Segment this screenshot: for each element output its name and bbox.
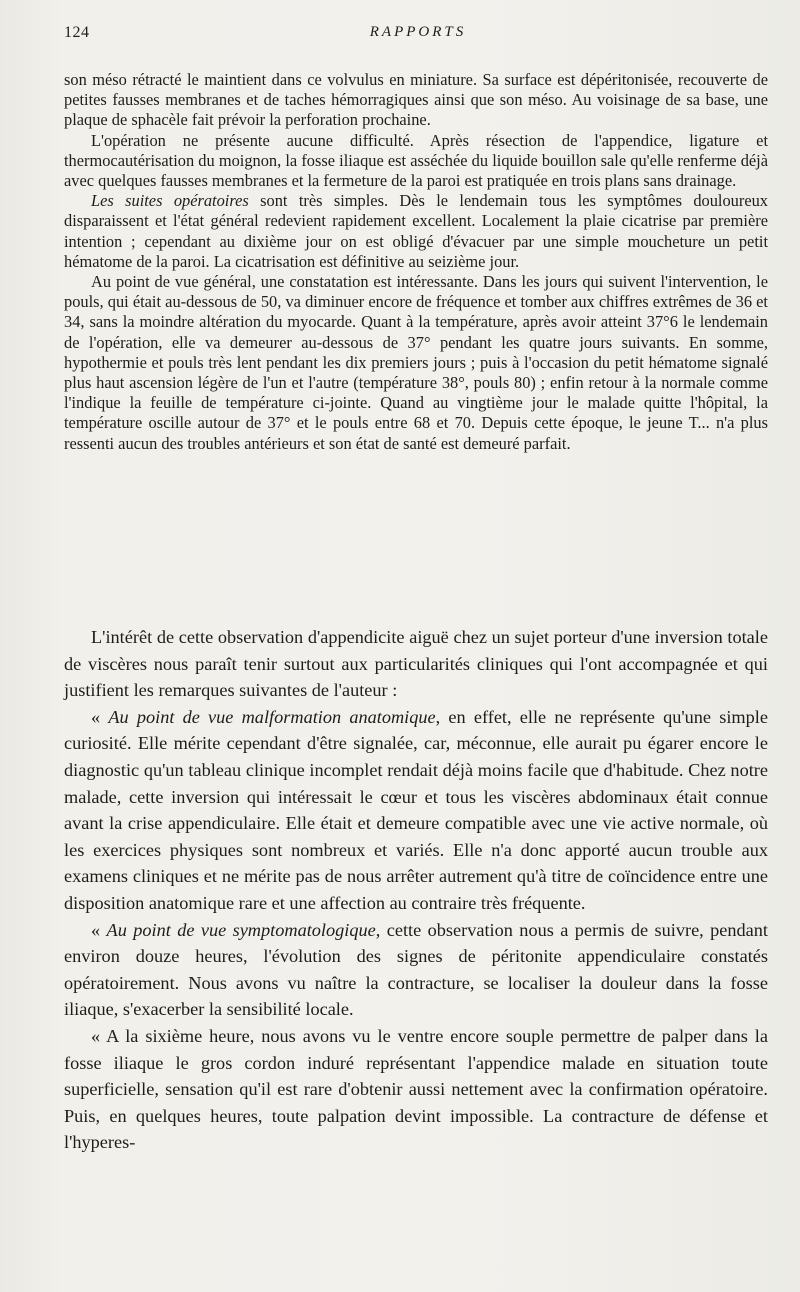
- page-header: [64, 24, 772, 46]
- paragraph: [64, 704, 768, 917]
- quote-mark: «: [91, 706, 109, 727]
- paragraph-text: , cette observation nous a permis de suivre, pendant environ douze heures, l'évolution des signes de péritonite appendiculaire constatés opératoirement. Nous avons vu naître la contracture, se localiser la douleur dans la fosse iliaque, s'exacerber la sensibilité locale.: [64, 919, 769, 1020]
- quote-mark: «: [91, 919, 107, 940]
- paragraph: « A la sixième heure, nous avons vu le ventre encore souple permettre de palper dans la fosse iliaque le gros cordon induré représentant l'appendice malade en situation toute superficielle, sensation qu'il est rare d'obtenir aussi nettement avec la confirmation opératoire. Puis, en quelques heures, toute palpation devint impossible. La contracture de défense et l'hyperes-: [64, 1025, 768, 1153]
- paragraph: L'opération ne présente aucune difficulté. Après résection de l'appendice, ligature et thermocautérisation du moignon, la fosse iliaque est asséchée du liquide bouillon sale qu'elle renferme déjà avec quelques fausses membranes et la fermeture de la paroi est pratiquée en trois plans sans drainage.: [64, 130, 768, 191]
- paragraph: son méso rétracté le maintient dans ce volvulus en miniature. Sa surface est dépéritonisée, recouverte de petites fausses membranes et de taches hémorragiques ainsi que son méso. Au voisinage de sa base, une plaque de sphacèle fait prévoir la perforation prochaine.: [64, 70, 768, 130]
- emphasis-text: Au point de vue malformation anatomique: [108, 706, 436, 727]
- paragraph: [64, 191, 768, 272]
- emphasis-text: Au point de vue symptomatologique: [106, 919, 376, 940]
- paragraph: L'intérêt de cette observation d'appendicite aiguë chez un sujet porteur d'une inversion totale de viscères nous paraît tenir surtout aux particularités cliniques qui l'ont accompagnée et qui justifient les remarques suivantes de l'auteur :: [64, 627, 768, 701]
- paragraph-text: , en effet, elle ne représente qu'une simple curiosité. Elle mérite cependant d'être signalée, car, méconnue, elle aurait pu égarer encore le diagnostic qu'un tableau clinique incomplet rendait déjà moins facile que d'habitude. Chez notre malade, cette inversion qui intéressait le cœur et tous les viscères abdominaux était connue avant la crise appendiculaire. Elle était et demeure compatible avec une vie active normale, où les exercices physiques sont nombreux et variés. Elle n'a donc apporté aucun trouble aux examens cliniques et ne mérite pas de nous arrêter autrement qu'à titre de coïncidence entre une disposition anatomique rare et une affection au contraire très fréquente.: [64, 706, 768, 913]
- observation-text: [64, 70, 768, 454]
- paragraph: Au point de vue général, une constatation est intéressante. Dans les jours qui suivent l'intervention, le pouls, qui était au-dessous de 50, va diminuer encore de fréquence et tomber aux chiffres extrêmes de 36 et 34, sans la moindre altération du myocarde. Quant à la température, après avoir atteint 37°6 le lendemain de l'opération, elle va demeurer au-dessous de 37° pendant les quatre jours suivants. En somme, hypothermie et pouls très lent pendant les dix premiers jours ; puis à l'occasion du petit hématome signalé plus haut ascension légère de l'un et l'autre (température 38°, pouls 80) ; enfin retour à la normale comme l'indique la feuille de température ci-jointe. Quand au vingtième jour le malade quitte l'hôpital, la température oscille autour de 37° et le pouls entre 68 et 70. Depuis cette époque, le jeune T... n'a plus ressenti aucun des troubles antérieurs et son état de santé est demeuré parfait.: [64, 272, 768, 453]
- emphasis-text: Les suites opératoires: [91, 191, 249, 211]
- running-title: RAPPORTS: [369, 24, 467, 40]
- commentary-text: [64, 624, 768, 1156]
- paragraph-text: sont très simples. Dès le lendemain tous les symptômes douloureux disparaissent et l'état général redevient rapidement excellent. Localement la plaie cicatrise par première intention ; cependant au dixième jour on est obligé d'évacuer par une simple moucheture un petit hématome de la paroi. La cicatrisation est définitive au seizième jour.: [64, 191, 768, 271]
- page-number: 124: [64, 24, 90, 41]
- paragraph: [64, 917, 768, 1023]
